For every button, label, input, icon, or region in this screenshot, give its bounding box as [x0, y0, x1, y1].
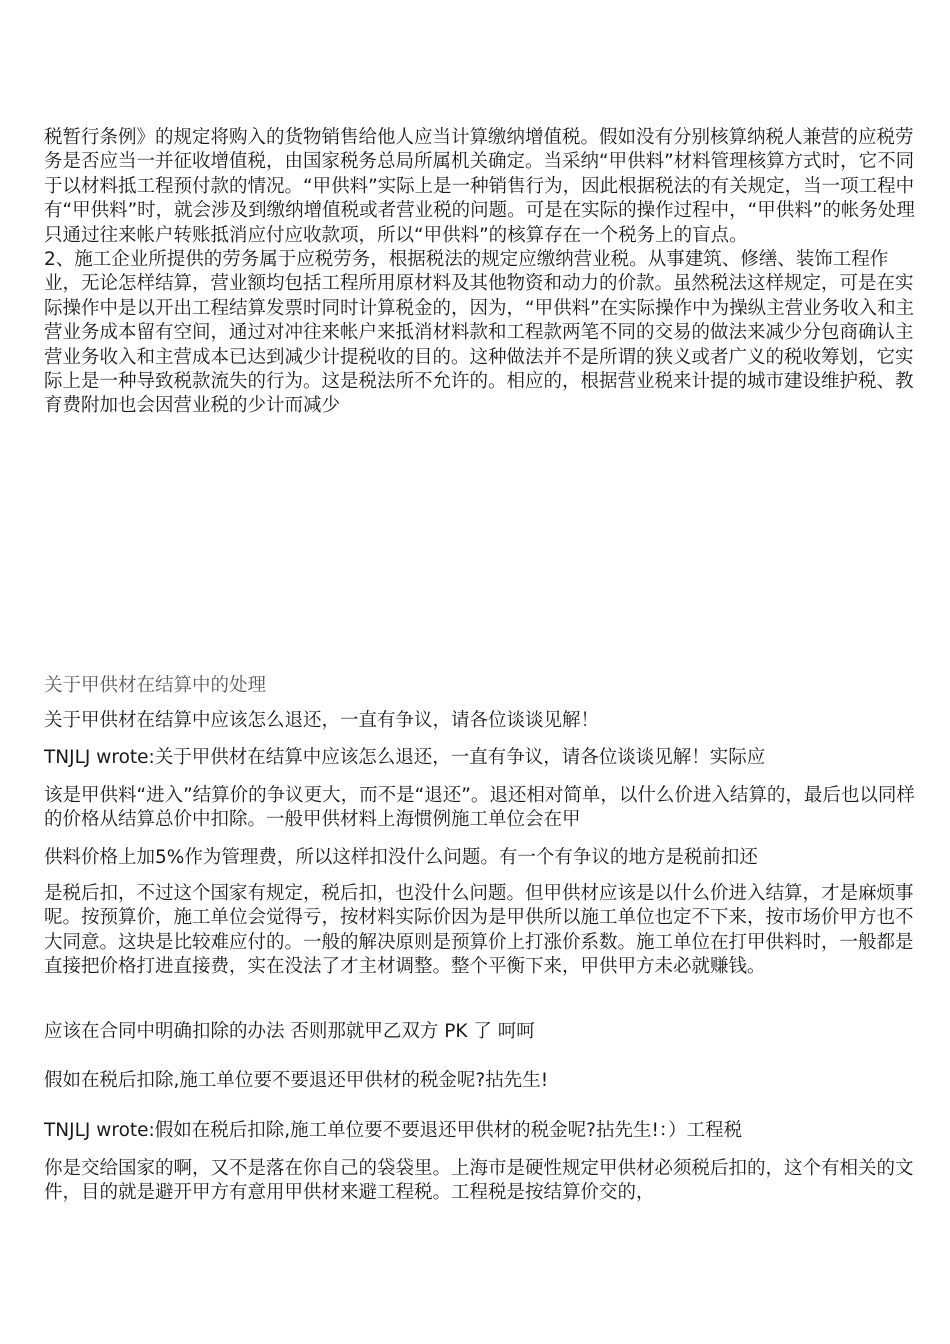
question-1: 关于甲供材在结算中应该怎么退还，一直有争议，请各位谈谈见解！ [44, 710, 600, 731]
forum-title: 关于甲供材在结算中的处理 [44, 675, 267, 696]
reply-3-author: TNJLJ wrote: [44, 1120, 155, 1141]
reply-1-author: TNJLJ wrote: [44, 747, 155, 768]
reply-3-text-1: 假如在税后扣除,施工单位要不要退还甲供材的税金呢?拈先生!：）工程税 [154, 1120, 743, 1141]
reply-3-line-1 [44, 1119, 924, 1143]
reply-2: 应该在合同中明确扣除的办法 否则那就甲乙双方 PK 了 呵呵 [44, 1021, 535, 1042]
reply-1-line-3: 供料价格上加5%作为管理费，所以这样扣没什么问题。有一个有争议的地方是税前扣还 [44, 847, 758, 868]
question-2: 假如在税后扣除,施工单位要不要退还甲供材的税金呢?拈先生! [44, 1070, 549, 1091]
reply-1-text-1: 关于甲供材在结算中应该怎么退还，一直有争议，请各位谈谈见解！实际应 [154, 747, 766, 768]
paragraph-2: 2、施工企业所提供的劳务属于应税劳务，根据税法的规定应缴纳营业税。从事建筑、修缮、装饰工程作业，无论怎样结算，营业额均包括工程所用原材料及其他物资和动力的价款。虽然税法这样规定，可是在实际操作中是以开出工程结算发票时同时计算税金的，因为，“甲供料”在实际操作中为操纵主营业务收入和主营业务成本留有空间，通过对冲往来帐户来抵消材料款和工程款两笔不同的交易的做法来减少分包商确认主营业务收入和主营成本已达到减少计提税收的目的。这种做法并不是所谓的狭义或者广义的税收筹划，它实际上是一种导致税款流失的行为。这是税法所不允许的。相应的，根据营业税来计提的城市建设维护税、教育费附加也会因营业税的少计而减少 [44, 249, 915, 417]
reply-3-line-2: 你是交给国家的啊，又不是落在你自己的袋袋里。上海市是硬性规定甲供材必须税后扣的，这个有相关的文件，目的就是避开甲方有意用甲供材来避工程税。工程税是按结算价交的， [44, 1158, 914, 1203]
reply-1-line-1 [44, 746, 924, 770]
reply-1-line-4: 是税后扣，不过这个国家有规定，税后扣，也没什么问题。但甲供材应该是以什么价进入结算，才是麻烦事呢。按预算价，施工单位会觉得亏，按材料实际价因为是甲供所以施工单位也定不下来，按市场价甲方也不大同意。这块是比较难应付的。一般的解决原则是预算价上打涨价系数。施工单位在打甲供料时，一般都是直接把价格打进直接费，实在没法了才主材调整。整个平衡下来，甲供甲方未必就赚钱。 [44, 883, 914, 978]
paragraph-1: 税暂行条例》的规定将购入的货物销售给他人应当计算缴纳增值税。假如没有分别核算纳税人兼营的应税劳务是否应当一并征收增值税，由国家税务总局所属机关确定。当采纳“甲供料”材料管理核算方式时，它不同于以材料抵工程预付款的情况。“甲供料”实际上是一种销售行为，因此根据税法的有关规定，当一项工程中有“甲供料”时，就会涉及到缴纳增值税或者营业税的问题。可是在实际的操作过程中，“甲供料”的帐务处理只通过往来帐户转账抵消应付应收款项，所以“甲供料”的核算存在一个税务上的盲点。 [44, 127, 915, 246]
reply-1-line-2: 该是甲供料“进入”结算价的争议更大，而不是“退还”。退还相对简单，以什么价进入结算的，最后也以同样的价格从结算总价中扣除。一般甲供材料上海惯例施工单位会在甲 [44, 785, 915, 830]
body-text-section-1 [44, 126, 920, 419]
